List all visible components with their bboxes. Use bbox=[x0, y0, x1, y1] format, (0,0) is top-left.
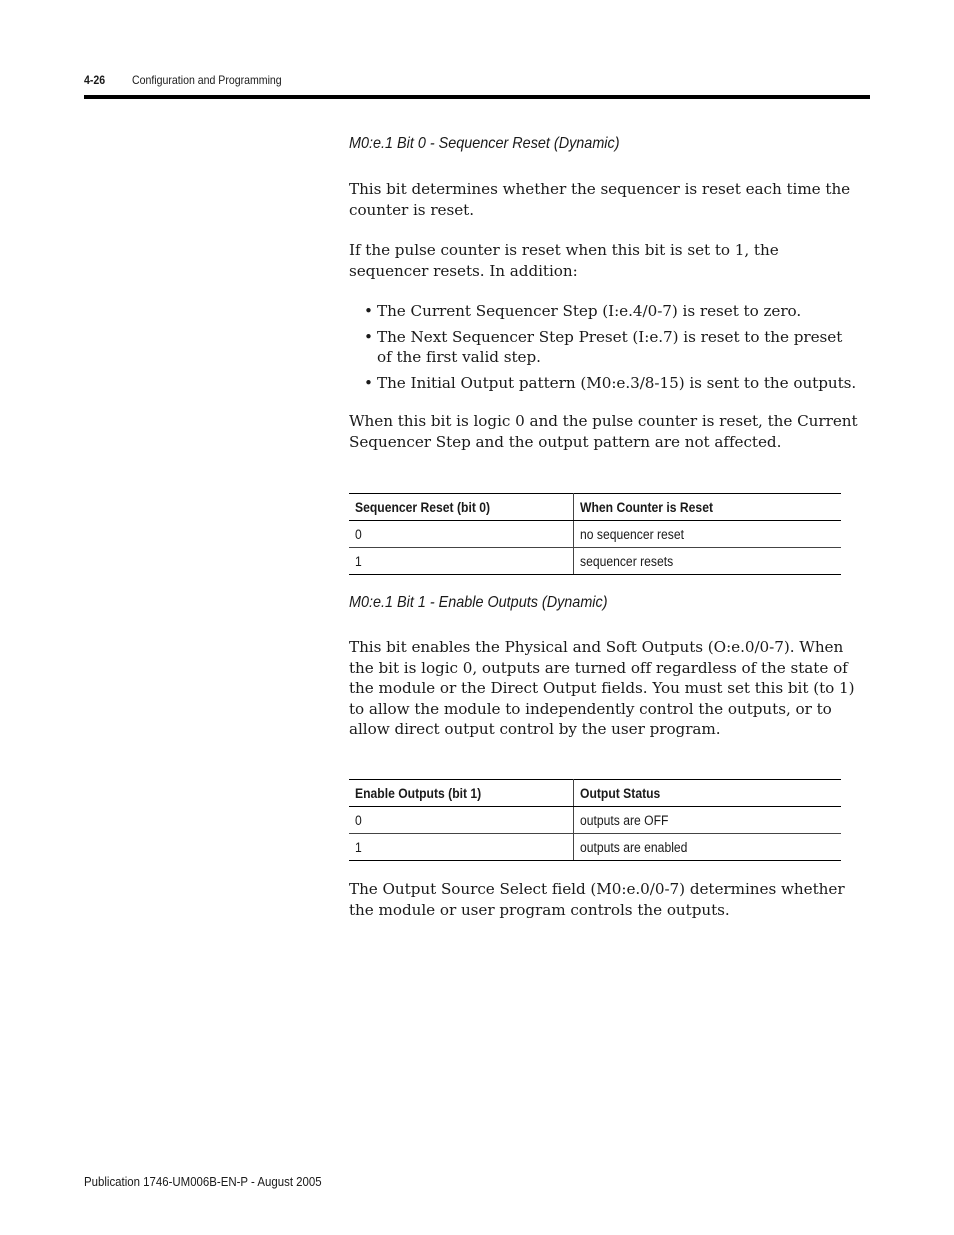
table-row bbox=[349, 521, 841, 548]
table-header-cell: Sequencer Reset (bit 0) bbox=[349, 494, 574, 521]
bullet-icon: • bbox=[364, 302, 373, 320]
bullet-icon: • bbox=[364, 373, 373, 392]
table-cell: outputs are OFF bbox=[574, 807, 842, 834]
bullet-list bbox=[349, 301, 861, 393]
paragraph-output-source: The Output Source Select field (M0:e.0/0-7) determines whether the module or user program controls the outputs. bbox=[349, 880, 845, 919]
page-number: 4-26 bbox=[84, 73, 106, 87]
page-header bbox=[84, 73, 870, 103]
table-cell: 1 bbox=[349, 834, 574, 861]
list-item: • The Initial Output pattern (M0:e.3/8-15) is sent to the outputs. bbox=[364, 373, 857, 392]
list-item: • The Next Sequencer Step Preset (I:e.7) is reset to the preset of the first valid step. bbox=[364, 327, 843, 366]
enable-outputs-table bbox=[349, 779, 841, 861]
table-cell: 0 bbox=[349, 807, 574, 834]
heading-enable-outputs: M0:e.1 Bit 1 - Enable Outputs (Dynamic) bbox=[349, 594, 608, 611]
paragraph-sequencer-intro: This bit determines whether the sequencer is reset each time the counter is reset. bbox=[349, 180, 851, 219]
page-footer: Publication 1746-UM006B-EN-P - August 2005 bbox=[84, 1174, 322, 1189]
bullet-icon: • bbox=[364, 327, 373, 346]
table-cell: 0 bbox=[349, 521, 574, 548]
paragraph-logic-zero: When this bit is logic 0 and the pulse counter is reset, the Current Sequencer Step and the output pattern are not affected. bbox=[349, 412, 858, 451]
table-cell: no sequencer reset bbox=[574, 521, 842, 548]
section-title: Configuration and Programming bbox=[132, 73, 282, 87]
paragraph-pulse-counter: If the pulse counter is reset when this bit is set to 1, the sequencer resets. In addition: bbox=[349, 241, 779, 280]
table-cell: sequencer resets bbox=[574, 548, 842, 575]
table-cell: 1 bbox=[349, 548, 574, 575]
table-header-row bbox=[349, 780, 841, 807]
paragraph-enable-outputs: This bit enables the Physical and Soft Outputs (O:e.0/0-7). When the bit is logic 0, outputs are turned off regardless of the state of the module or the Direct Output fields. You must set this bit (to 1) to allow the module to independently control the outputs, or to allow direct output control by the user program. bbox=[349, 638, 855, 738]
table-header-cell: Enable Outputs (bit 1) bbox=[349, 780, 574, 807]
table-row bbox=[349, 807, 841, 834]
sequencer-reset-table bbox=[349, 493, 841, 575]
table-header-cell: Output Status bbox=[574, 780, 842, 807]
table-cell: outputs are enabled bbox=[574, 834, 842, 861]
heading-sequencer-reset: M0:e.1 Bit 0 - Sequencer Reset (Dynamic) bbox=[349, 135, 620, 152]
list-item: • The Current Sequencer Step (I:e.4/0-7) is reset to zero. bbox=[364, 302, 802, 320]
header-rule bbox=[84, 95, 870, 99]
table-row bbox=[349, 834, 841, 861]
table-header-row bbox=[349, 494, 841, 521]
table-header-cell: When Counter is Reset bbox=[574, 494, 842, 521]
table-row bbox=[349, 548, 841, 575]
